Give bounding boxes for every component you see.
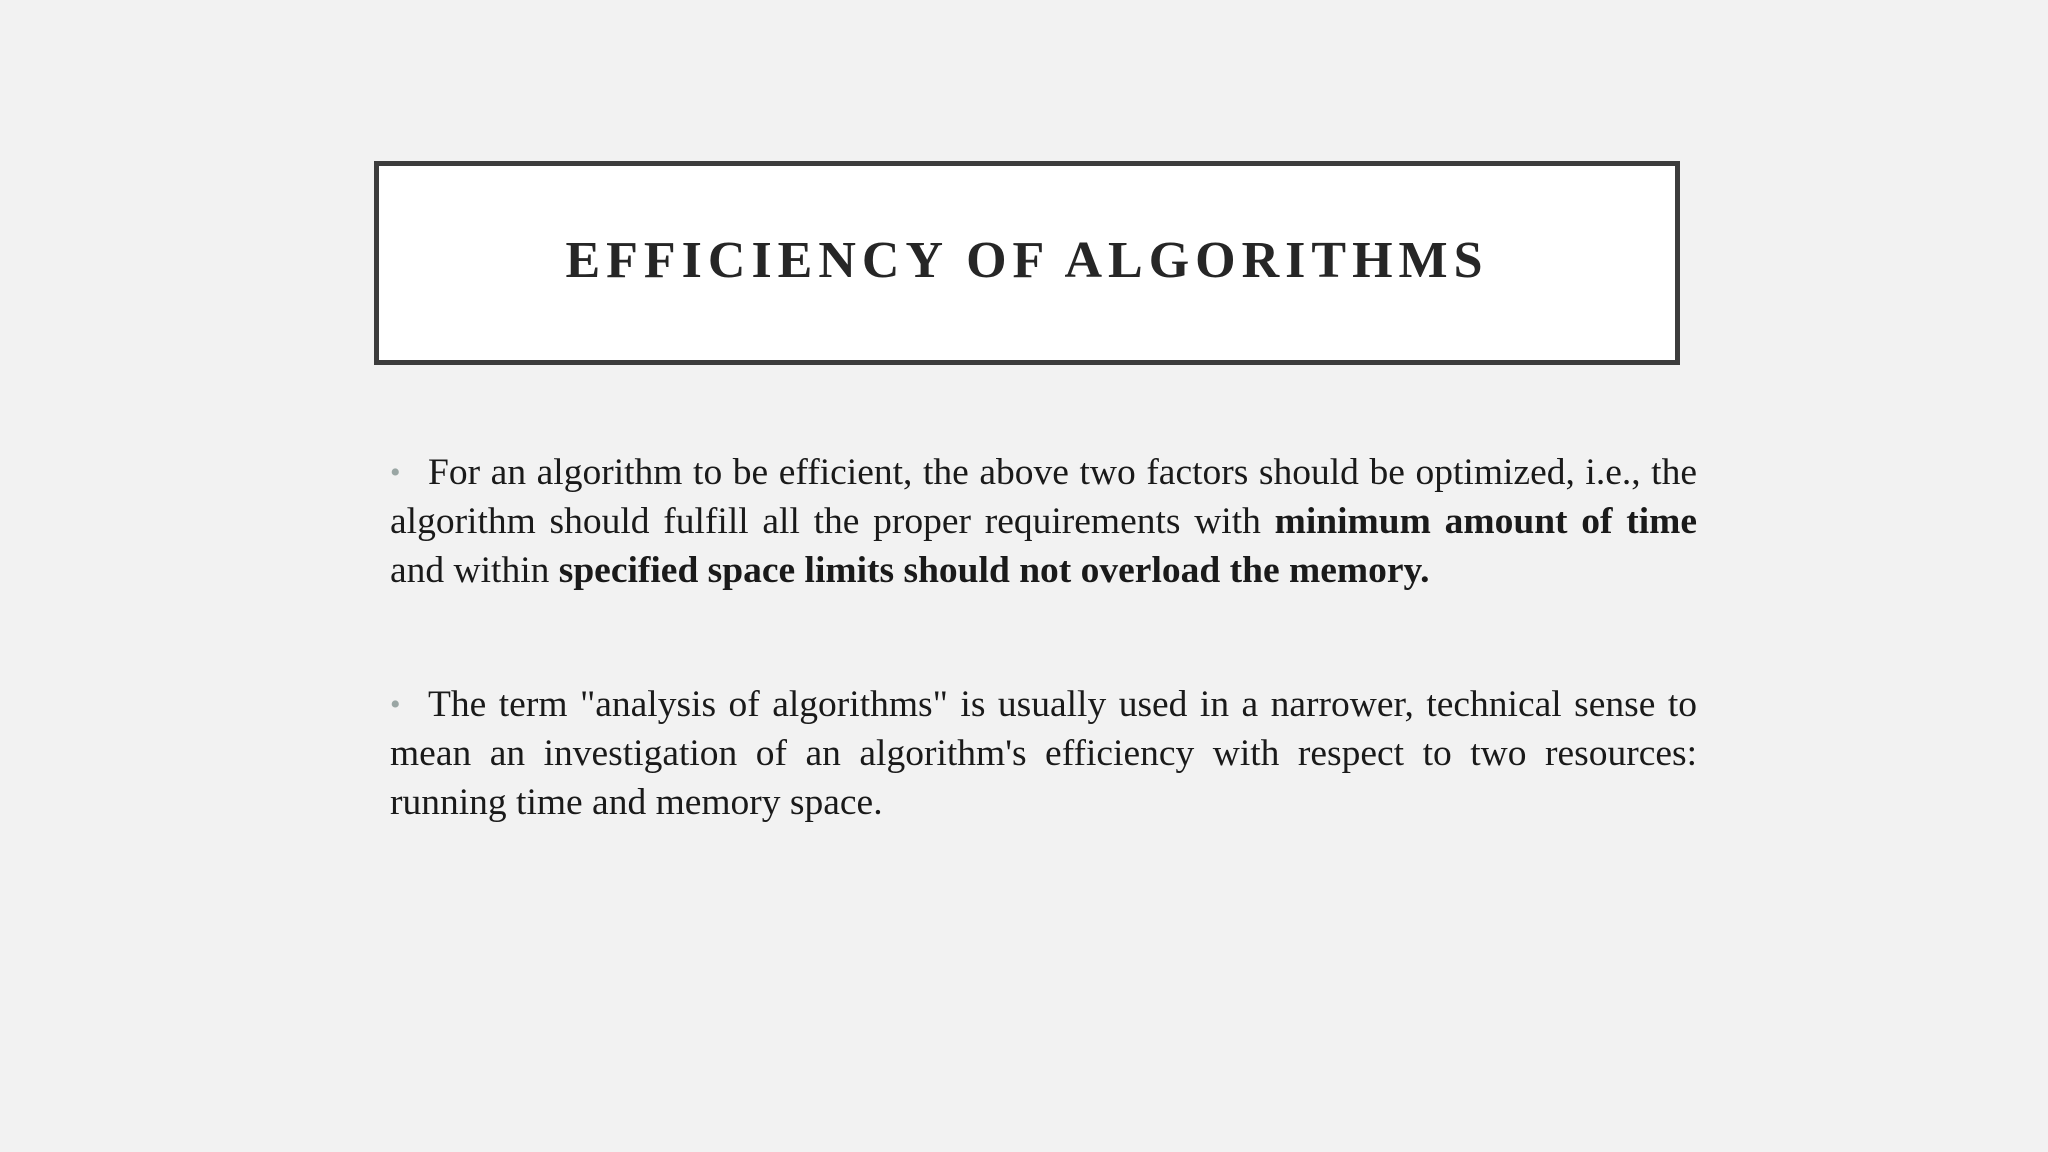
- bullet-dot-icon: •: [390, 688, 401, 721]
- bullet-text: The term "analysis of algorithms" is usually used in a narrower, technical sense to mean an investigation of an algorithm's efficiency with respect to two resources: running time and memory space.: [390, 684, 1697, 823]
- bullet-list: [390, 448, 1697, 827]
- bullet-item-analysis: [390, 680, 1697, 827]
- title-box: [374, 161, 1680, 365]
- bullet-dot-icon: •: [390, 456, 401, 489]
- bullet-text: and within: [390, 550, 559, 591]
- slide-title: EFFICIENCY OF ALGORITHMS: [565, 231, 1489, 289]
- bullet-text: For an algorithm to be efficient, the above two factors should be optimized, i.e., the algorithm should fulfill all the proper requirements with: [390, 452, 1697, 542]
- bullet-bold-text: minimum amount of time: [1274, 501, 1698, 542]
- bullet-item-efficiency: [390, 448, 1697, 595]
- bullet-bold-text: specified space limits should not overload the memory.: [558, 550, 1430, 591]
